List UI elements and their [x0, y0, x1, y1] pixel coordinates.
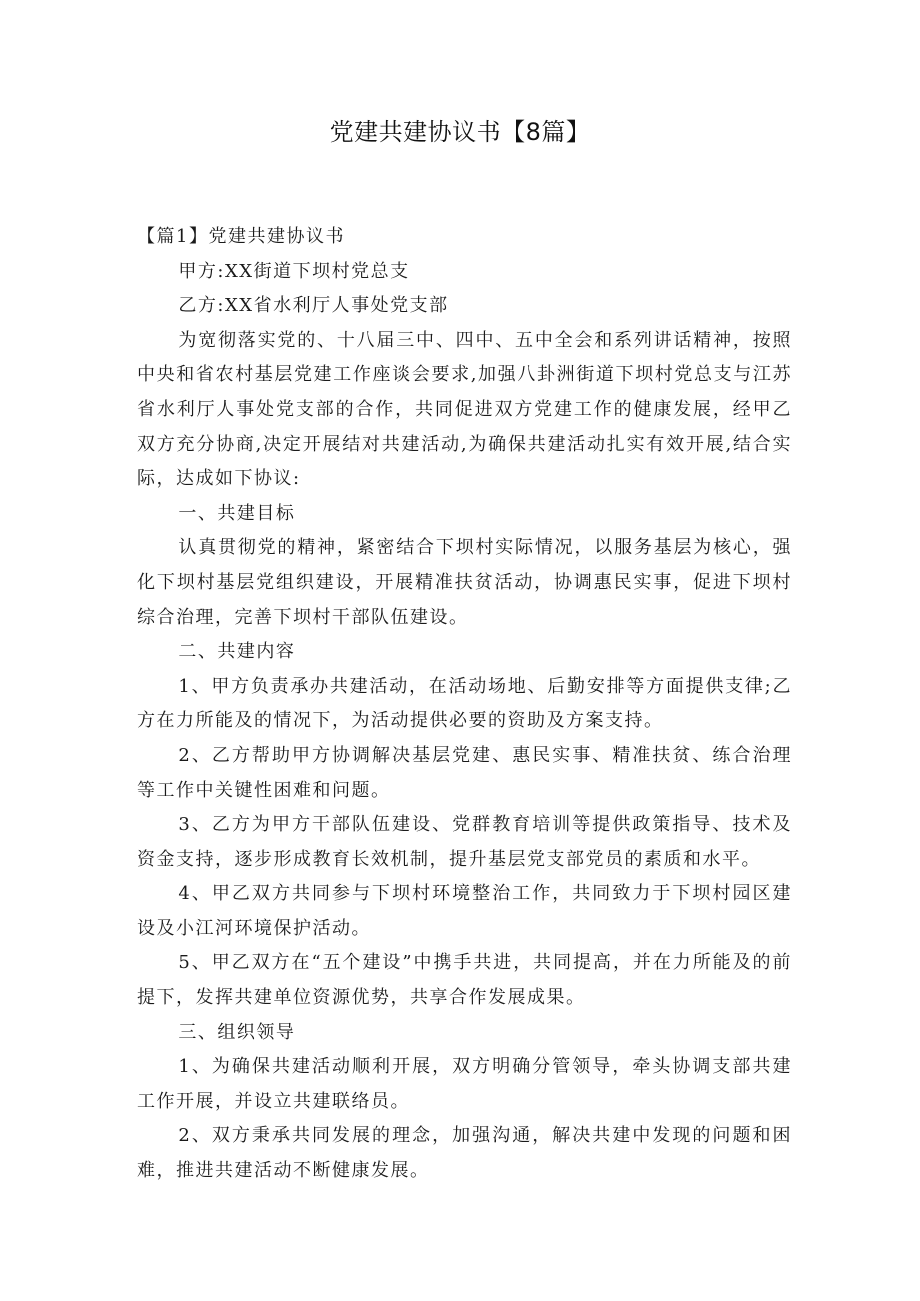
- document-body: [137, 220, 792, 1189]
- page-title: 党建共建协议书【8篇】: [329, 118, 591, 146]
- organization-item-1: 1、为确保共建活动顺利开展，双方明确分管领导，牵头协调支部共建工作开展，并设立共建联络员。: [137, 1056, 792, 1112]
- heading-organization: 三、组织领导: [178, 1021, 296, 1043]
- content-item-2: 2、乙方帮助甲方协调解决基层党建、惠民实事、精准扶贫、练合治理等工作中关键性困难和问题。: [137, 744, 792, 801]
- party-b-line: 乙方:XX省水利厅人事处党支部: [178, 295, 449, 317]
- content-item-5: 5、甲乙双方在“五个建设”中携手共进，共同提高，并在力所能及的前提下，发挥共建单位资源优势，共享合作发展成果。: [137, 952, 792, 1009]
- content-item-1: 1、甲方负责承办共建活动，在活动场地、后勤安排等方面提供支律;乙方在力所能及的情况下，为活动提供必要的资助及方案支持。: [137, 675, 792, 732]
- section-heading: 【篇1】党建共建协议书: [137, 226, 345, 247]
- intro-paragraph: 为宽彻落实党的、十八届三中、四中、五中全会和系列讲话精神，按照中央和省农村基层党建工作座谈会要求,加强八卦洲街道下坝村党总支与江苏省水利厅人事处党支部的合作，共同促进双方党建工作的健康发展，经甲乙双方充分协商,决定开展结对共建活动,为确保共建活动扎实有效开展,结合实际，达成如下协议:: [137, 329, 792, 490]
- content-item-4: 4、甲乙双方共同参与下坝村环境整治工作，共同致力于下坝村园区建设及小江河环境保护活动。: [137, 883, 792, 939]
- heading-content: 二、共建内容: [178, 641, 296, 663]
- heading-goals: 一、共建目标: [178, 502, 296, 524]
- goals-paragraph: 认真贯彻党的精神，紧密结合下坝村实际情况，以服务基层为核心，强化下坝村基层党组织建设，开展精准扶贫活动，协调惠民实事，促进下坝村综合治理，完善下坝村干部队伍建设。: [137, 537, 792, 628]
- organization-item-2: 2、双方秉承共同发展的理念，加强沟通，解决共建中发现的问题和困难，推进共建活动不断健康发展。: [137, 1125, 792, 1182]
- content-item-3: 3、乙方为甲方干部队伍建设、党群教育培训等提供政策指导、技术及资金支持，逐步形成教育长效机制，提升基层党支部党员的素质和水平。: [137, 814, 792, 870]
- party-a-line: 甲方:XX街道下坝村党总支: [178, 260, 410, 282]
